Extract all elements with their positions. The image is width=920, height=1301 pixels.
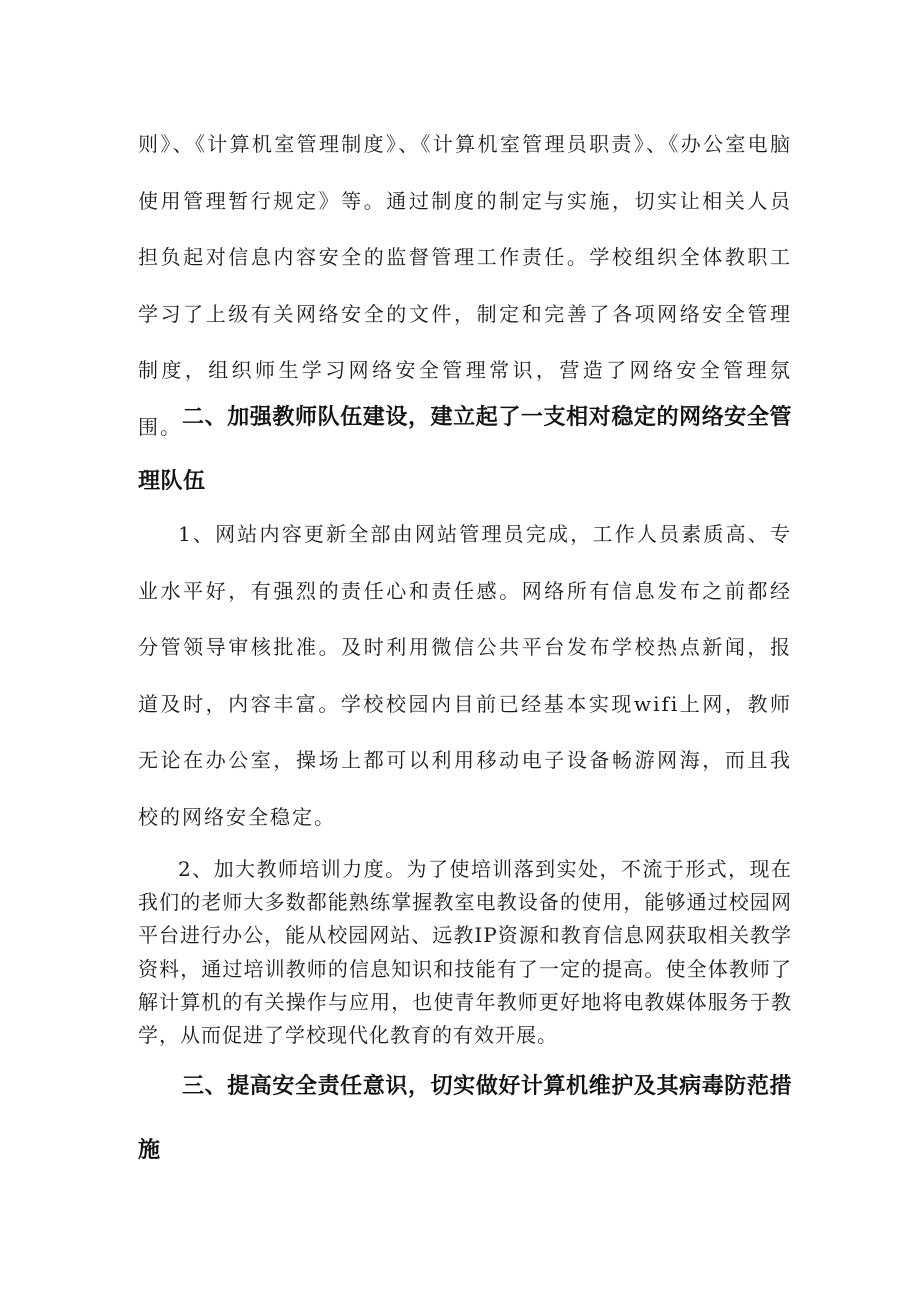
section-heading-security-awareness: 三、提高安全责任意识，切实做好计算机维护及其病毒防范措施 [138, 1074, 792, 1163]
paragraph-teacher-training: 2、加大教师培训力度。为了使培训落到实处，不流于形式，现在我们的老师大多数都能熟练掌握教室电教设备的使用，能够通过校园网平台进行办公，能从校园网站、远教IP资源和教育信息网获取相关教学资料，通过培训教师的信息知识和技能有了一定的提高。使全体教师了解计算机的有关操作与应用，也使青年教师更好地将电教媒体服务于教学，从而促进了学校现代化教育的有效开展。 [138, 857, 792, 1048]
paragraph-regulations: 则》、《计算机室管理制度》、《计算机室管理员职责》、《办公室电脑使用管理暂行规定》等。通过制度的制定与实施，切实让相关人员担负起对信息内容安全的监督管理工作责任。学校组织全体教职工学习了上级有关网络安全的文件，制定和完善了各项网络安全管理制度，组织师生学习网络安全管理常识，营造了网络安全管理氛围。 [138, 132, 792, 439]
section-heading-teacher-team: 二、加强教师队伍建设，建立起了一支相对稳定的网络安全管理队伍 [138, 405, 792, 494]
paragraph-website-management: 1、网站内容更新全部由网站管理员完成，工作人员素质高、专业水平好，有强烈的责任心和责任感。网络所有信息发布之前都经分管领导审核批准。及时利用微信公共平台发布学校热点新闻，报道及时，内容丰富。学校校园内目前已经基本实现wifi上网，教师无论在办公室，操场上都可以利用移动电子设备畅游网海，而且我校的网络安全稳定。 [138, 522, 792, 829]
